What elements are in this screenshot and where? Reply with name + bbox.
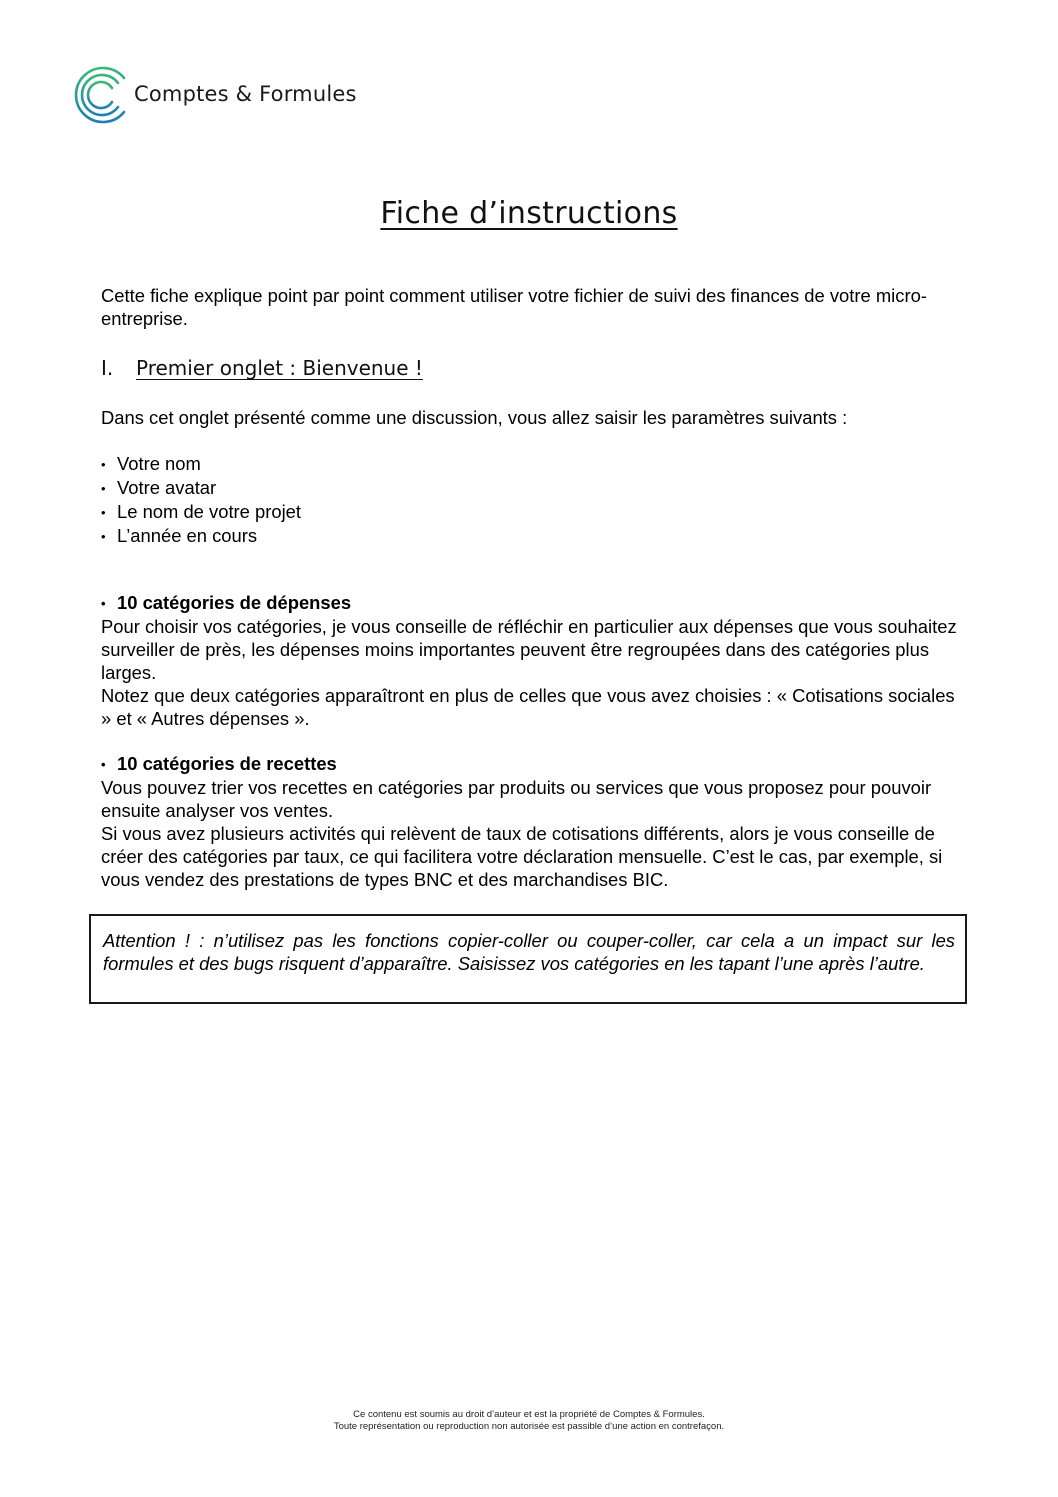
depenses-paragraph: Pour choisir vos catégories, je vous conseille de réfléchir en particulier aux dépenses que vous souhaitez surveiller de près, les dépenses moins importantes peuvent être regroupées dans des catégories plus larges. xyxy=(101,616,957,683)
warning-box xyxy=(89,914,967,1004)
list-item: • Le nom de votre projet xyxy=(101,501,302,522)
section-heading xyxy=(101,356,423,380)
bullet-icon: • xyxy=(101,481,106,496)
bullet-icon: • xyxy=(101,529,106,544)
page-title: Fiche d’instructions xyxy=(380,196,678,231)
params-intro: Dans cet onglet présenté comme une discussion, vous allez saisir les paramètres suivants : xyxy=(101,407,848,428)
footer-line: Ce contenu est soumis au droit d’auteur et est la propriété de Comptes & Formules. xyxy=(353,1409,705,1420)
intro-paragraph: Cette fiche explique point par point comment utiliser votre fichier de suivi des finances de votre micro-entreprise. xyxy=(101,285,927,329)
section-title: Premier onglet : Bienvenue ! xyxy=(136,356,423,380)
depenses-block xyxy=(101,591,961,730)
footer-line: Toute représentation ou reproduction non autorisée est passible d’une action en contrefaçon. xyxy=(333,1421,725,1432)
brand-name: Comptes & Formules xyxy=(134,82,357,106)
brand-logo xyxy=(74,64,357,126)
bullet-icon: • xyxy=(101,457,106,472)
list-item: • L’année en cours xyxy=(101,525,258,546)
params-list xyxy=(101,452,301,548)
list-item: • Votre nom xyxy=(101,453,201,474)
section-number: I. xyxy=(101,356,114,380)
recettes-heading: • 10 catégories de recettes xyxy=(101,753,337,774)
recettes-note: Si vous avez plusieurs activités qui relèvent de taux de cotisations différents, alors je vous conseille de créer des catégories par taux, ce qui facilitera votre déclaration mensuelle. C’est le cas, par exemple, si vous vendez des prestations de types BNC et des marchandises BIC. xyxy=(101,823,943,890)
recettes-paragraph: Vous pouvez trier vos recettes en catégories par produits ou services que vous proposez pour pouvoir ensuite analyser vos ventes. xyxy=(101,777,932,821)
recettes-block xyxy=(101,752,961,891)
bullet-icon: • xyxy=(101,505,106,520)
list-item: • Votre avatar xyxy=(101,477,217,498)
copyright-footer xyxy=(0,1409,1058,1433)
depenses-note: Notez que deux catégories apparaîtront en plus de celles que vous avez choisies : « Cotisations sociales » et « Autres dépenses ». xyxy=(101,685,955,729)
depenses-heading: • 10 catégories de dépenses xyxy=(101,592,352,613)
warning-text: Attention ! : n’utilisez pas les fonctions copier-coller ou couper-coller, car cela a un impact sur les formules et des bugs risquent d’apparaître. Saisissez vos catégories en les tapant l’une après l’autre. xyxy=(103,930,955,974)
c-logo-icon xyxy=(74,64,130,126)
bullet-icon: • xyxy=(101,757,106,772)
bullet-icon: • xyxy=(101,596,106,611)
